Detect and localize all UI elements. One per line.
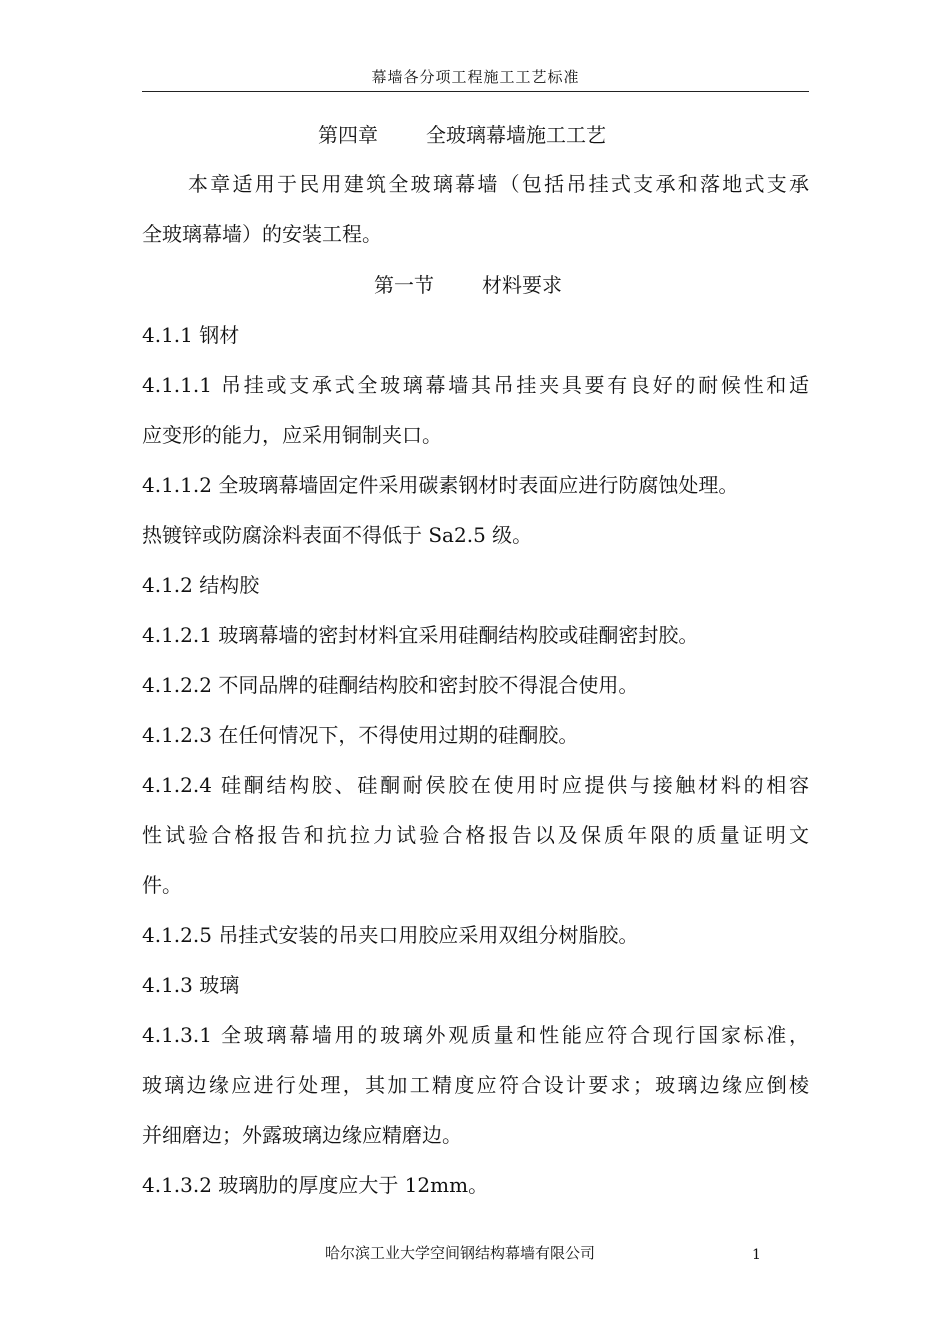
paragraph-line: 4.1.2.3 在任何情况下，不得使用过期的硅酮胶。 [142, 723, 579, 747]
paragraph-line: 4.1.3.2 玻璃肋的厚度应大于 12mm。 [142, 1173, 489, 1197]
paragraph-line: 并细磨边；外露玻璃边缘应精磨边。 [142, 1123, 462, 1147]
page-number: 1 [752, 1247, 761, 1263]
subsection-heading: 4.1.3 玻璃 [142, 973, 240, 997]
paragraph-line: 4.1.2.5 吊挂式安装的吊夹口用胶应采用双组分树脂胶。 [142, 923, 639, 947]
section-title: 材料要求 [482, 273, 562, 297]
intro-line: 全玻璃幕墙）的安装工程。 [142, 222, 382, 246]
header-rule [142, 91, 809, 92]
chapter-number: 第四章 [318, 123, 378, 147]
paragraph-line: 玻璃边缘应进行处理，其加工精度应符合设计要求；玻璃边缘应倒棱 [142, 1073, 809, 1097]
paragraph-line: 热镀锌或防腐涂料表面不得低于 Sa2.5 级。 [142, 523, 533, 547]
chapter-heading [318, 112, 606, 158]
section-heading [374, 262, 562, 308]
subsection-heading: 4.1.1 钢材 [142, 323, 240, 347]
paragraph-line: 4.1.1.1 吊挂或支承式全玻璃幕墙其吊挂夹具要有良好的耐候性和适 [142, 373, 809, 397]
intro-line: 本章适用于民用建筑全玻璃幕墙（包括吊挂式支承和落地式支承 [188, 172, 809, 196]
paragraph-line: 性试验合格报告和抗拉力试验合格报告以及保质年限的质量证明文 [142, 823, 809, 847]
page-footer: 哈尔滨工业大学空间钢结构幕墙有限公司 [324, 1244, 595, 1262]
paragraph-line: 4.1.2.1 玻璃幕墙的密封材料宜采用硅酮结构胶或硅酮密封胶。 [142, 623, 699, 647]
paragraph-line: 4.1.2.4 硅酮结构胶、硅酮耐侯胶在使用时应提供与接触材料的相容 [142, 773, 809, 797]
paragraph-line: 件。 [142, 873, 182, 897]
page-header: 幕墙各分项工程施工工艺标准 [371, 68, 580, 86]
chapter-title: 全玻璃幕墙施工工艺 [426, 123, 606, 147]
section-number: 第一节 [374, 273, 434, 297]
paragraph-line: 4.1.1.2 全玻璃幕墙固定件采用碳素钢材时表面应进行防腐蚀处理。 [142, 473, 739, 497]
paragraph-line: 4.1.2.2 不同品牌的硅酮结构胶和密封胶不得混合使用。 [142, 673, 639, 697]
paragraph-line: 应变形的能力，应采用铜制夹口。 [142, 423, 442, 447]
paragraph-line: 4.1.3.1 全玻璃幕墙用的玻璃外观质量和性能应符合现行国家标准， [142, 1023, 809, 1047]
subsection-heading: 4.1.2 结构胶 [142, 573, 260, 597]
